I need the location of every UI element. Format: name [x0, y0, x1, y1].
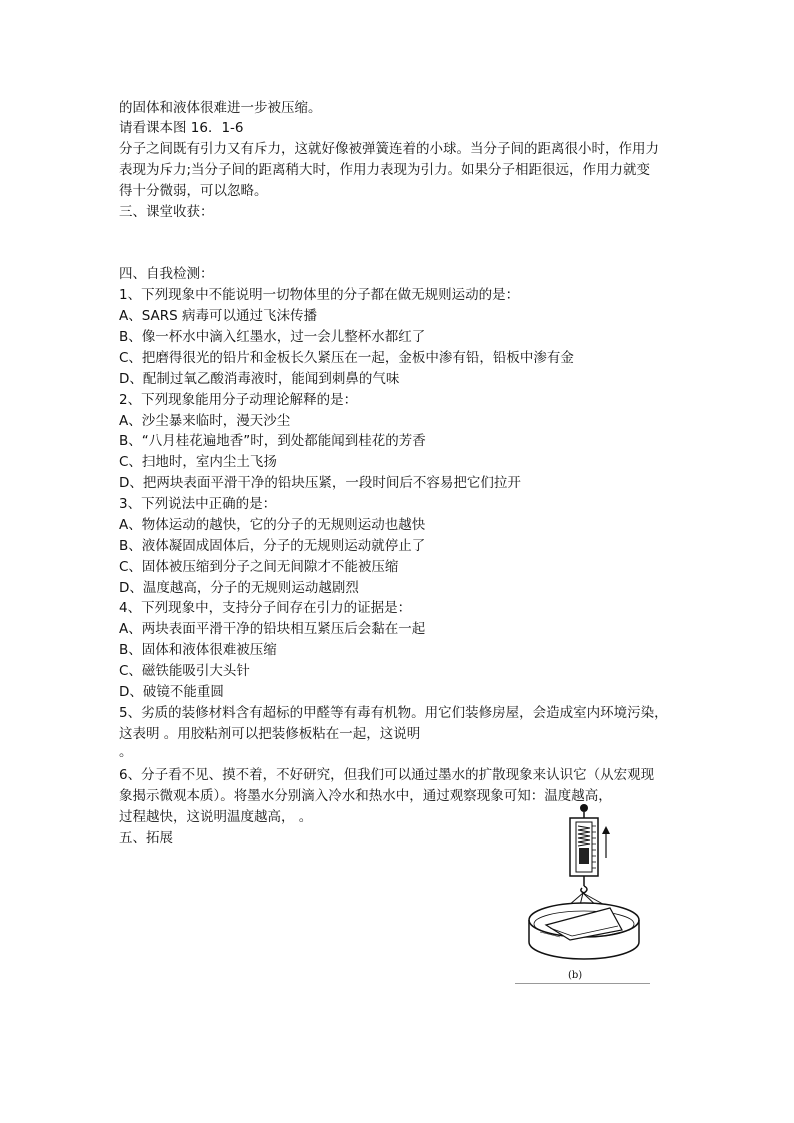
option-line: A、两块表面平滑干净的铅块相互紧压后会黏在一起 [119, 621, 426, 637]
question-5-blank-line: 。 [119, 744, 133, 760]
option-line: B、像一杯水中滴入红墨水，过一会儿整杯水都红了 [119, 329, 426, 345]
question-5-blank-line: 这表明 。用胶粘剂可以把装修板粘在一起，这说明 [119, 726, 421, 742]
figure-caption: (b) [568, 970, 583, 981]
option-line: C、把磨得很光的铅片和金板长久紧压在一起，金板中渗有铅，铅板中渗有金 [119, 350, 574, 366]
spring-scale-glass-plate-diagram [512, 800, 662, 990]
question-5: 5、劣质的装修材料含有超标的甲醛等有毒有机物。用它们装修房屋，会造成室内环境污染， [119, 705, 668, 721]
option-line: B、“八月桂花遍地香”时，到处都能闻到桂花的芳香 [119, 433, 426, 449]
question-3: 3、下列说法中正确的是： [119, 496, 277, 512]
option-line: D、破镜不能重圆 [119, 684, 224, 700]
question-1: 1、下列现象中不能说明一切物体里的分子都在做无规则运动的是： [119, 287, 520, 303]
text-line: 分子之间既有引力又有斥力，这就好像被弹簧连着的小球。当分子间的距离很小时，作用力 [119, 141, 659, 157]
arrow-up-icon [602, 826, 610, 858]
text-line: 得十分微弱，可以忽略。 [119, 183, 268, 199]
text-line: 的固体和液体很难进一步被压缩。 [119, 100, 322, 116]
question-2: 2、下列现象能用分子动理论解释的是： [119, 392, 358, 408]
option-line: B、液体凝固成固体后，分子的无规则运动就停止了 [119, 538, 426, 554]
figure-drawing [512, 800, 662, 990]
scale-pointer [579, 848, 589, 864]
question-6: 6、分子看不见、摸不着，不好研究，但我们可以通过墨水的扩散现象来认识它（从宏观现 [119, 767, 655, 783]
question-6-line: 象揭示微观本质）。将墨水分别滴入冷水和热水中，通过观察现象可知：温度越高， [119, 788, 612, 804]
question-4: 4、下列现象中，支持分子间存在引力的证据是： [119, 600, 412, 616]
option-line: C、扫地时，室内尘土飞扬 [119, 454, 277, 470]
option-line: D、配制过氧乙酸消毒液时，能闻到刺鼻的气味 [119, 371, 400, 387]
text-line: 表现为斥力;当分子间的距离稍大时，作用力表现为引力。如果分子相距很远，作用力就变 [119, 162, 651, 178]
option-line: A、沙尘暴来临时，漫天沙尘 [119, 413, 291, 429]
text-line: 请看课本图 16．1-6 [119, 120, 244, 136]
option-line: A、SARS 病毒可以通过飞沫传播 [119, 308, 318, 324]
option-line: C、磁铁能吸引大头针 [119, 663, 250, 679]
hook [581, 886, 587, 893]
option-line: B、固体和液体很难被压缩 [119, 642, 277, 658]
figure-rule [515, 983, 650, 984]
option-line: A、物体运动的越快，它的分子的无规则运动也越快 [119, 517, 426, 533]
option-line: D、把两块表面平滑干净的铅块压紧，一段时间后不容易把它们拉开 [119, 475, 521, 491]
section-heading: 三、课堂收获： [119, 204, 214, 220]
option-line: D、温度越高，分子的无规则运动越剧烈 [119, 580, 359, 596]
section-heading: 四、自我检测： [119, 266, 214, 282]
section-heading: 五、拓展 [119, 830, 173, 846]
option-line: C、固体被压缩到分子之间无间隙才不能被压缩 [119, 559, 399, 575]
question-6-line: 过程越快，这说明温度越高， 。 [119, 809, 313, 825]
scale-ring [580, 804, 588, 812]
